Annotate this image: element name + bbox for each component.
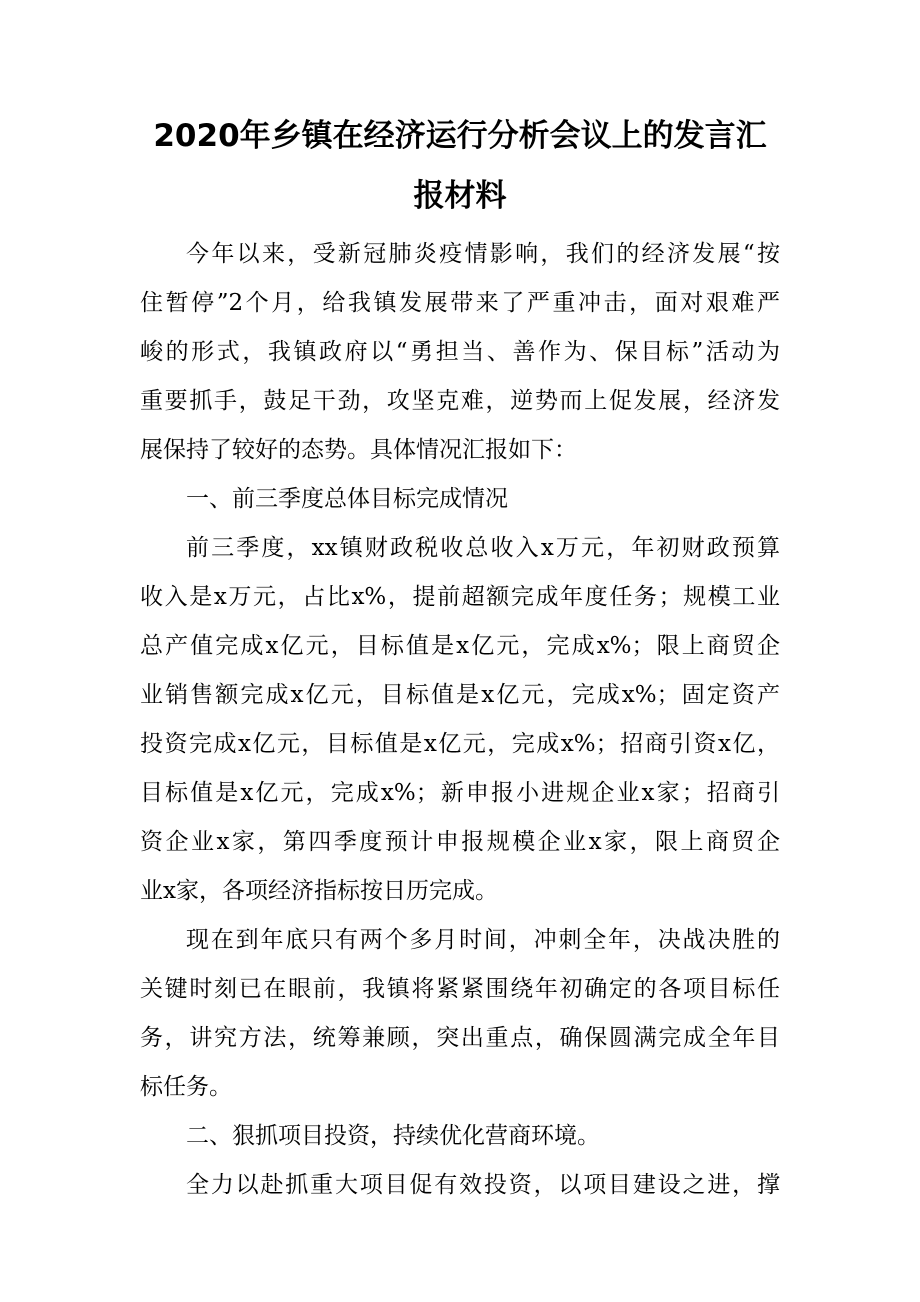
paragraph-2-line-8: 业x家，各项经济指标按日历完成。 — [140, 878, 498, 904]
paragraph-4-line-1: 全力以赴抓重大项目促有效投资，以项目建设之进，撑 — [186, 1172, 780, 1198]
paragraph-1-line-5: 展保持了较好的态势。具体情况汇报如下： — [140, 437, 577, 463]
section-heading-1: 一、前三季度总体目标完成情况 — [186, 486, 508, 512]
paragraph-1-line-2: 住暂停”2个月，给我镇发展带来了严重冲击，面对艰难严 — [140, 290, 780, 316]
paragraph-3-line-3: 务，讲究方法，统筹兼顾，突出重点，确保圆满完成全年目 — [140, 1025, 780, 1051]
paragraph-1-line-3: 峻的形式，我镇政府以“勇担当、善作为、保目标”活动为 — [140, 339, 780, 365]
paragraph-3-line-1: 现在到年底只有两个多月时间，冲刺全年，决战决胜的 — [186, 927, 780, 953]
paragraph-1-line-1: 今年以来，受新冠肺炎疫情影响，我们的经济发展“按 — [186, 241, 780, 267]
section-heading-2: 二、狠抓项目投资，持续优化营商环境。 — [186, 1123, 600, 1149]
paragraph-2-line-7: 资企业x家，第四季度预计申报规模企业x家，限上商贸企 — [140, 829, 780, 855]
document-title-line-1: 2020年乡镇在经济运行分析会议上的发言汇 — [153, 118, 767, 154]
paragraph-1-line-4: 重要抓手，鼓足干劲，攻坚克难，逆势而上促发展，经济发 — [140, 388, 780, 414]
paragraph-2-line-2: 收入是x万元，占比x%，提前超额完成年度任务；规模工业 — [140, 584, 780, 610]
paragraph-3-line-4: 标任务。 — [140, 1074, 232, 1100]
paragraph-2-line-1: 前三季度，xx镇财政税收总收入x万元，年初财政预算 — [186, 535, 780, 561]
paragraph-3-line-2: 关键时刻已在眼前，我镇将紧紧围绕年初确定的各项目标任 — [140, 976, 780, 1002]
paragraph-2-line-4: 业销售额完成x亿元，目标值是x亿元，完成x%；固定资产 — [140, 682, 780, 708]
document-title-line-2: 报材料 — [413, 178, 507, 214]
paragraph-2-line-3: 总产值完成x亿元，目标值是x亿元，完成x%；限上商贸企 — [140, 633, 780, 659]
paragraph-2-line-6: 目标值是x亿元，完成x%；新申报小进规企业x家；招商引 — [140, 780, 780, 806]
paragraph-2-line-5: 投资完成x亿元，目标值是x亿元，完成x%；招商引资x亿， — [140, 731, 780, 757]
